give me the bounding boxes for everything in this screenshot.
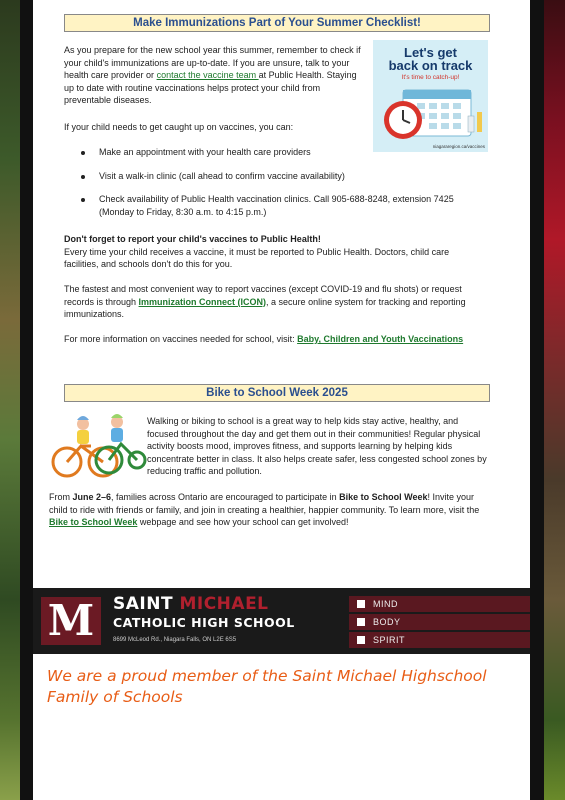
list-item <box>81 170 481 183</box>
bike-text: From <box>49 492 73 502</box>
more-info-text: For more information on vaccines needed for school, visit: <box>64 334 298 344</box>
school-name-part2: MICHAEL <box>179 594 269 614</box>
value-item-body <box>349 614 530 630</box>
list-item <box>81 146 481 159</box>
report-heading: Don't forget to report your child's vaccines to Public Health! <box>64 234 321 244</box>
bike-text-end: webpage and see how your school can get involved! <box>137 517 349 527</box>
school-banner <box>33 588 530 654</box>
bike-paragraph-2 <box>49 491 494 529</box>
school-name-line2: CATHOLIC HIGH SCHOOL <box>113 615 295 630</box>
calendar-clock-icon <box>373 40 488 152</box>
value-label: SPIRIT <box>373 635 406 645</box>
bike-text: ! Invite your child to ride with friends or family, and join in creating a healthier, happier community. To learn more, visit the <box>49 492 480 515</box>
school-name <box>113 594 269 614</box>
catch-up-options-list <box>81 146 481 218</box>
fastest-way-paragraph <box>64 283 484 321</box>
intro-text: As you prepare for the new school year this summer, remember to check if your child's immunizations are up-to-date. If you are unsure, talk to your health care provider or <box>64 45 361 80</box>
immunizations-section-title: Make Immunizations Part of Your Summer Checklist! <box>64 14 490 32</box>
catch-up-promo-image <box>373 40 488 152</box>
bike-event-name: Bike to School Week <box>339 492 428 502</box>
value-item-spirit <box>349 632 530 648</box>
report-vaccines-block <box>64 233 484 271</box>
promo-line1: Let's get <box>404 45 457 60</box>
fastest-text: The fastest and most convenient way to report vaccines (except COVID-19 and flu shots) or request records is through <box>64 284 462 307</box>
bike-to-school-link[interactable]: Bike to School Week <box>49 517 138 527</box>
list-item-text: Visit a walk-in clinic (call ahead to confirm vaccine availability) <box>99 170 345 181</box>
more-info-paragraph <box>64 333 484 346</box>
immunizations-intro <box>64 44 364 107</box>
contact-vaccine-team-link[interactable]: contact the vaccine team <box>156 70 259 80</box>
value-label: MIND <box>373 599 398 609</box>
proud-member-statement: We are a proud member of the Saint Michael Highschool Family of Schools <box>47 667 487 706</box>
school-logo: M <box>41 597 101 645</box>
school-address: 8699 McLeod Rd., Niagara Falls, ON L2E 6S5 <box>113 637 237 643</box>
list-item-text: Check availability of Public Health vaccination clinics. Call 905-688-8248, extension 7425 (Monday to Friday, 8:30 a.m. to 4:15 p.m.) <box>99 194 454 217</box>
list-item-text: Make an appointment with your health care providers <box>99 147 311 157</box>
checkbox-icon <box>357 600 365 608</box>
background-photo-left <box>0 0 33 800</box>
school-values-menu <box>349 596 530 650</box>
catch-up-lead: If your child needs to get caught up on vaccines, you can: <box>64 122 294 132</box>
promo-tagline: It's time to catch-up! <box>401 74 460 81</box>
checkbox-icon <box>357 636 365 644</box>
background-photo-right <box>530 0 565 800</box>
fastest-text-end: , a secure online system for tracking and reporting immunizations. <box>64 296 466 319</box>
bike-text: , families across Ontario are encouraged to participate in <box>111 492 340 502</box>
list-item <box>81 193 481 218</box>
newsletter-page <box>33 0 530 800</box>
value-item-mind <box>349 596 530 612</box>
intro-text-end: at Public Health. Staying up to date with routine vaccinations helps protect your child from preventable diseases. <box>64 70 357 105</box>
bike-paragraph-1: Walking or biking to school is a great way to help kids stay active, healthy, and focused throughout the day and get them out in their communities! Regular physical activity boosts mood, improves fitness, and supports learning by helping kids concentrate better in class. It also helps create safer, less congested school zones by reducing traffic and pollution. <box>147 416 487 476</box>
icon-link[interactable]: Immunization Connect (ICON) <box>138 296 267 307</box>
report-text: Every time your child receives a vaccine, it must be reported to Public Health. Doctors, child care facilities, and schools don't do this for you. <box>64 246 450 269</box>
promo-line2: back on track <box>388 58 473 73</box>
bike-section-title: Bike to School Week 2025 <box>64 384 490 402</box>
checkbox-icon <box>357 618 365 626</box>
value-label: BODY <box>373 617 401 627</box>
kids-biking-illustration <box>51 410 147 480</box>
vaccinations-link[interactable]: Baby, Children and Youth Vaccinations <box>297 334 464 344</box>
bike-dates: June 2–6 <box>72 492 112 502</box>
school-name-part1: SAINT <box>113 594 180 614</box>
promo-url: niagararegion.ca/vaccines <box>432 144 485 149</box>
